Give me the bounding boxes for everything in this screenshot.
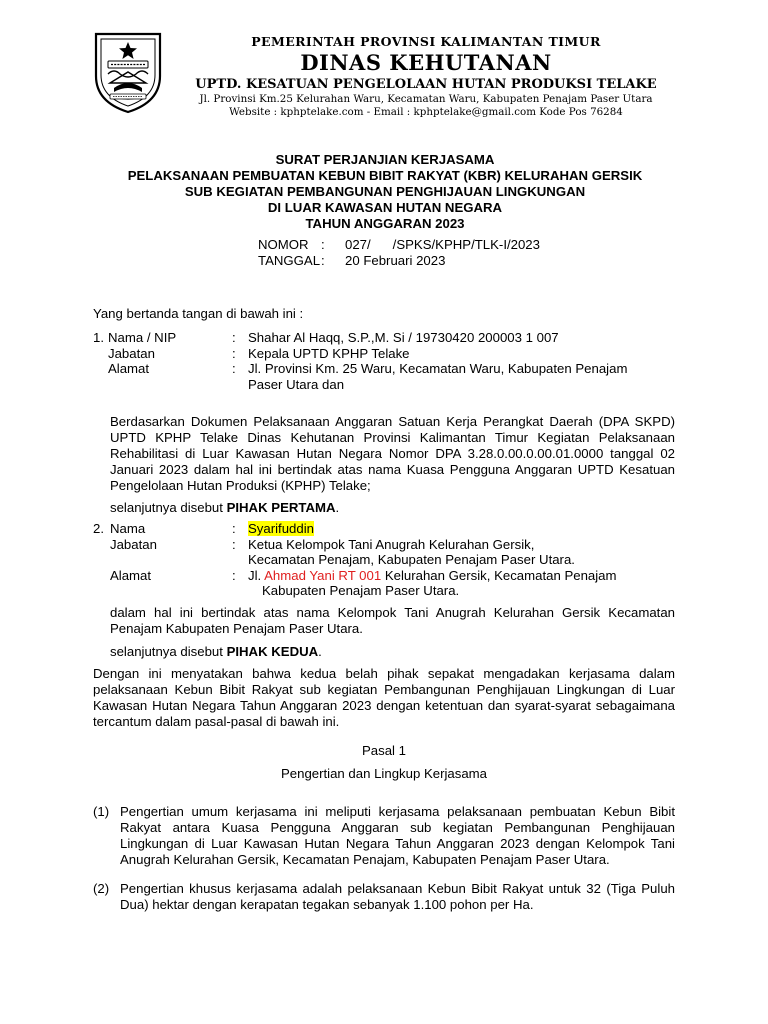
colon: :: [232, 361, 236, 376]
letterhead-agency: DINAS KEHUTANAN: [300, 50, 552, 75]
agreement-paragraph: Dengan ini menyatakan bahwa kedua belah pihak sepakat mengadakan kerjasama dalam pelaksanaan Kebun Bibit Rakyat sub kegiatan Pembangunan Penghijauan Lingkungan di Luar Kawasan Hutan Negara Tahun Anggaran 2023 dengan ketentuan dan syarat-syarat sebagaimana tercantum dalam pasal-pasal di bawah ini.: [93, 666, 675, 729]
colon: :: [232, 568, 236, 583]
party2-alamat-line1: [248, 568, 617, 584]
designation-suffix: .: [318, 644, 322, 659]
colon: :: [232, 521, 236, 536]
nomor-value: 027/ /SPKS/KPHP/TLK-I/2023: [345, 237, 540, 252]
party1-jabatan-value: Kepala UPTD KPHP Telake: [248, 346, 410, 361]
party1-designation: [110, 500, 339, 516]
intro-text: Yang bertanda tangan di bawah ini :: [93, 306, 304, 321]
party2-designation: [110, 644, 322, 660]
tanggal-value: 20 Februari 2023: [345, 253, 446, 268]
pihak-kedua-label: PIHAK KEDUA: [226, 644, 319, 659]
letterhead-unit: UPTD. KESATUAN PENGELOLAAN HUTAN PRODUKSI TELAKE: [195, 77, 657, 92]
pasal1-item-text: Pengertian umum kerjasama ini meliputi kerjasama pelaksanaan pembuatan Kebun Bibit Rakyat antara Kuasa Pengguna Anggaran sub kegiatan Pembangunan Penghijauan Lingkungan di Luar Kawasan Hutan Negara Tahun Anggaran 2023 dengan Kelompok Tani Anugrah Kelurahan Gersik, Kecamatan Penajam, Kabupaten Penajam Paser Utara.: [120, 804, 675, 867]
colon: :: [232, 330, 236, 345]
title-line-1: SURAT PERJANJIAN KERJASAMA: [275, 152, 495, 167]
colon: :: [232, 537, 236, 552]
party1-alamat-line1: Jl. Provinsi Km. 25 Waru, Kecamatan Waru, Kabupaten Penajam: [248, 361, 628, 376]
designation-prefix: selanjutnya disebut: [110, 644, 227, 659]
party1-name-label: Nama / NIP: [108, 330, 177, 345]
party2-jabatan-label: Jabatan: [110, 537, 157, 552]
title-line-3: SUB KEGIATAN PEMBANGUNAN PENGHIJAUAN LINGKUNGAN: [184, 184, 586, 199]
letterhead-address: Jl. Provinsi Km.25 Kelurahan Waru, Kecamatan Waru, Kabupaten Penajam Paser Utara: [199, 93, 653, 105]
letterhead-contact: Website : kphptelake.com - Email : kphptelake@gmail.com Kode Pos 76284: [229, 106, 623, 118]
party2-name-cell: [248, 521, 314, 537]
party2-jabatan-line2: Kecamatan Penajam, Kabupaten Penajam Paser Utara.: [248, 552, 575, 567]
kaltim-crest-icon: [92, 28, 164, 114]
pasal1-item-number: (1): [93, 804, 110, 819]
pasal1-subheading: Pengertian dan Lingkup Kerjasama: [280, 766, 487, 781]
party2-name-label: Nama: [110, 521, 146, 536]
title-line-5: TAHUN ANGGARAN 2023: [305, 216, 465, 231]
tanggal-label: TANGGAL: [258, 253, 321, 268]
nomor-label: NOMOR: [258, 237, 309, 252]
document-meta: NOMOR : 027/ /SPKS/KPHP/TLK-I/2023 TANGGAL: 20 Februari 2023: [258, 237, 540, 268]
party2-alamat-line2: Kabupaten Penajam Paser Utara.: [262, 583, 460, 598]
party2-alamat-label: Alamat: [110, 568, 152, 583]
colon: :: [232, 346, 236, 361]
party1-number: 1.: [93, 330, 104, 345]
alamat-street-highlight: Ahmad Yani RT 001: [264, 568, 382, 583]
party2-basis: dalam hal ini bertindak atas nama Kelompok Tani Anugrah Kelurahan Gersik Kecamatan Penajam Kabupaten Penajam Paser Utara.: [110, 605, 675, 636]
alamat-prefix: Jl.: [248, 568, 265, 583]
party1-name-value: Shahar Al Haqq, S.P.,M. Si / 19730420 200003 1 007: [248, 330, 559, 345]
letterhead: [168, 34, 684, 119]
party2-number: 2.: [93, 521, 104, 536]
party2-name-value: Syarifuddin: [248, 521, 314, 536]
pasal1-heading: Pasal 1: [362, 743, 406, 758]
document-title: [90, 152, 680, 232]
pasal1-item-text: Pengertian khusus kerjasama adalah pelaksanaan Kebun Bibit Rakyat untuk 32 (Tiga Puluh Dua) hektar dengan kerapatan tegakan sebanyak 1.100 pohon per Ha.: [120, 881, 675, 912]
pihak-pertama-label: PIHAK PERTAMA: [226, 500, 336, 515]
party1-basis: Berdasarkan Dokumen Pelaksanaan Anggaran Satuan Kerja Perangkat Daerah (DPA SKPD) UPTD KPHP Telake Dinas Kehutanan Provinsi Kalimantan Timur Kegiatan Pelaksanaan Rehabilitasi di Luar Kawasan Hutan Negara Nomor DPA 3.28.0.00.0.00.01.0000 tanggal 02 Januari 2023 dalam hal ini bertindak atas nama Kuasa Pengguna Anggaran UPTD Kesatuan Pengelolaan Hutan Produksi (KPHP) Telake;: [110, 414, 675, 493]
designation-prefix: selanjutnya disebut: [110, 500, 227, 515]
party1-alamat-label: Alamat: [108, 361, 150, 376]
party2-jabatan-line1: Ketua Kelompok Tani Anugrah Kelurahan Gersik,: [248, 537, 535, 552]
designation-suffix: .: [335, 500, 340, 515]
letterhead-government: PEMERINTAH PROVINSI KALIMANTAN TIMUR: [251, 34, 601, 49]
alamat-rest: Kelurahan Gersik, Kecamatan Penajam: [381, 568, 617, 583]
title-line-4: DI LUAR KAWASAN HUTAN NEGARA: [267, 200, 503, 215]
title-line-2: PELAKSANAAN PEMBUATAN KEBUN BIBIT RAKYAT (KBR) KELURAHAN GERSIK: [127, 168, 643, 183]
party1-alamat-line2: Paser Utara dan: [248, 377, 345, 392]
party1-jabatan-label: Jabatan: [108, 346, 155, 361]
pasal1-item-number: (2): [93, 881, 110, 896]
